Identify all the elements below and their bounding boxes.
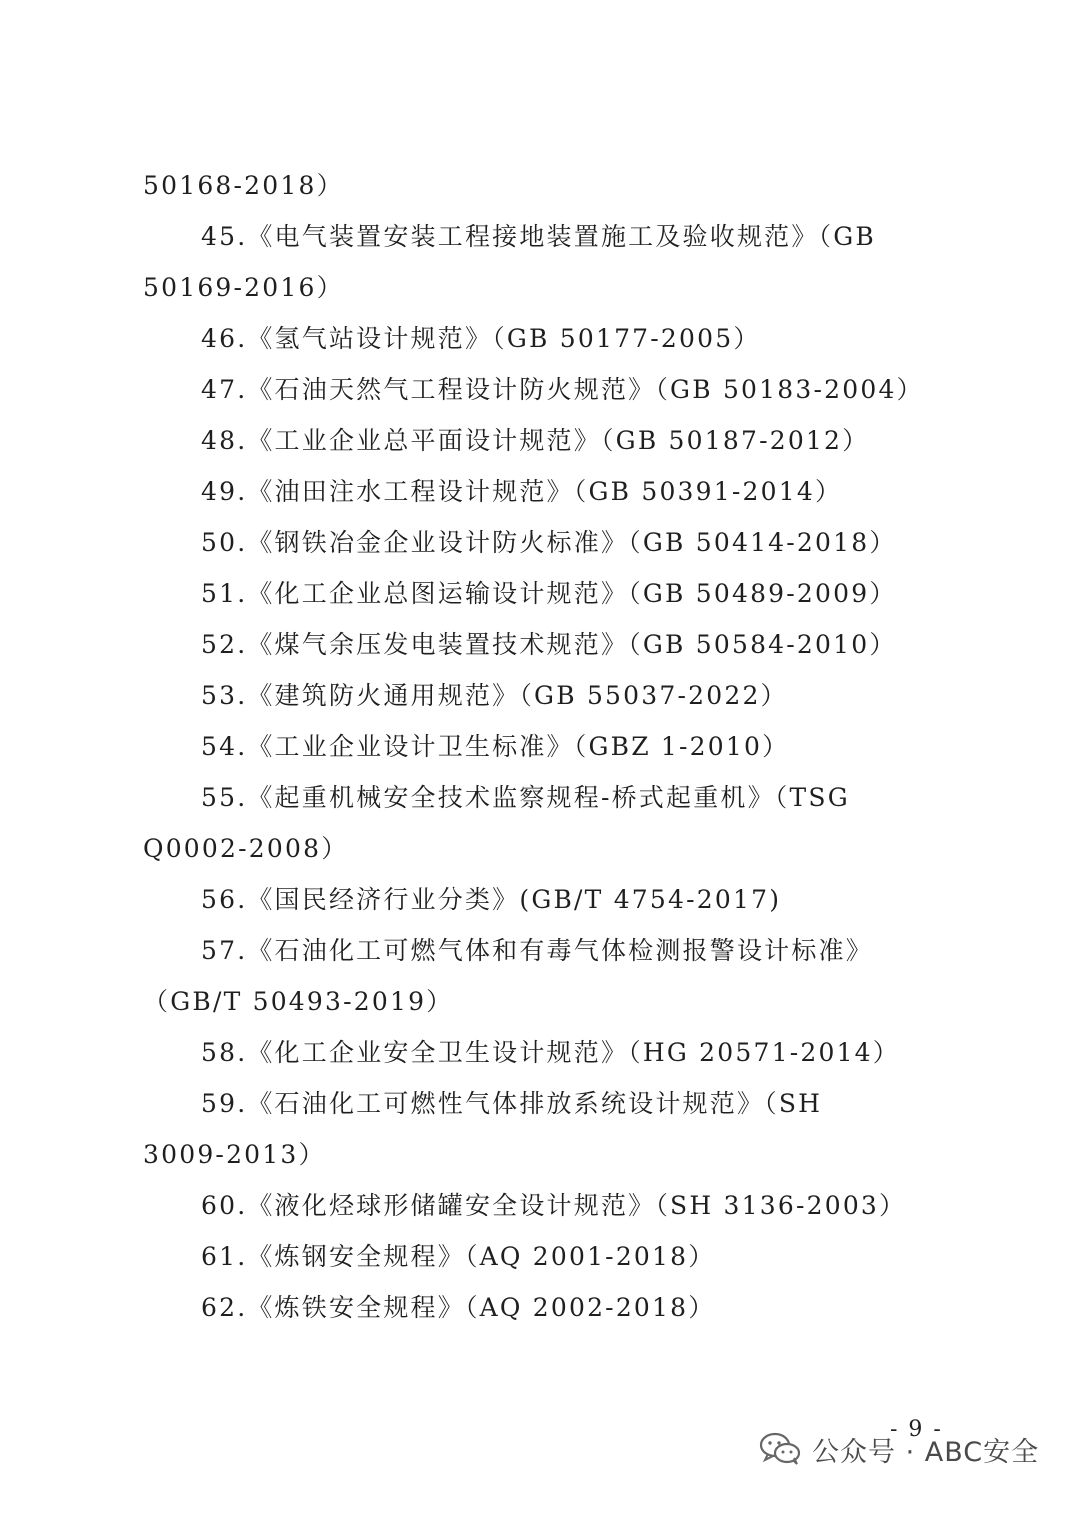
list-item-59: 59.《石油化工可燃性气体排放系统设计规范》（SH — [201, 1089, 823, 1118]
list-item-53: 53.《建筑防火通用规范》（GB 55037-2022） — [201, 681, 788, 710]
list-item-51: 51.《化工企业总图运输设计规范》（GB 50489-2009） — [201, 579, 897, 608]
list-line-continuation: 50168-2018） — [143, 171, 344, 200]
list-line-continuation: Q0002-2008） — [143, 834, 349, 863]
list-item-55: 55.《起重机械安全技术监察规程-桥式起重机》（TSG — [201, 783, 850, 812]
list-item-48: 48.《工业企业总平面设计规范》（GB 50187-2012） — [201, 426, 870, 455]
list-item-61: 61.《炼钢安全规程》（AQ 2001-2018） — [201, 1242, 716, 1271]
list-item-47: 47.《石油天然气工程设计防火规范》（GB 50183-2004） — [201, 375, 924, 404]
list-line-continuation: （GB/T 50493-2019） — [143, 987, 454, 1016]
watermark-text: 公众号 · ABC安全 — [812, 1436, 1040, 1468]
list-item-60: 60.《液化烃球形储罐安全设计规范》（SH 3136-2003） — [201, 1191, 907, 1220]
list-item-54: 54.《工业企业设计卫生标准》（GBZ 1-2010） — [201, 732, 790, 761]
list-item-45: 45.《电气装置安装工程接地装置施工及验收规范》（GB — [201, 222, 877, 251]
wechat-watermark — [758, 1424, 1060, 1474]
list-item-49: 49.《油田注水工程设计规范》（GB 50391-2014） — [201, 477, 843, 506]
regulation-list — [143, 160, 923, 1333]
list-line-continuation: 50169-2016） — [143, 273, 344, 302]
list-item-56: 56.《国民经济行业分类》(GB/T 4754-2017) — [201, 885, 782, 914]
list-item-58: 58.《化工企业安全卫生设计规范》（HG 20571-2014） — [201, 1038, 900, 1067]
list-item-57: 57.《石油化工可燃气体和有毒气体检测报警设计标准》 — [201, 936, 873, 965]
wechat-icon — [758, 1431, 802, 1467]
list-item-62: 62.《炼铁安全规程》（AQ 2002-2018） — [201, 1293, 716, 1322]
list-item-46: 46.《氢气站设计规范》（GB 50177-2005） — [201, 324, 761, 353]
list-item-50: 50.《钢铁冶金企业设计防火标准》（GB 50414-2018） — [201, 528, 897, 557]
list-line-continuation: 3009-2013） — [143, 1140, 326, 1169]
page-number: - 9 - — [890, 1417, 943, 1442]
list-item-52: 52.《煤气余压发电装置技术规范》（GB 50584-2010） — [201, 630, 897, 659]
